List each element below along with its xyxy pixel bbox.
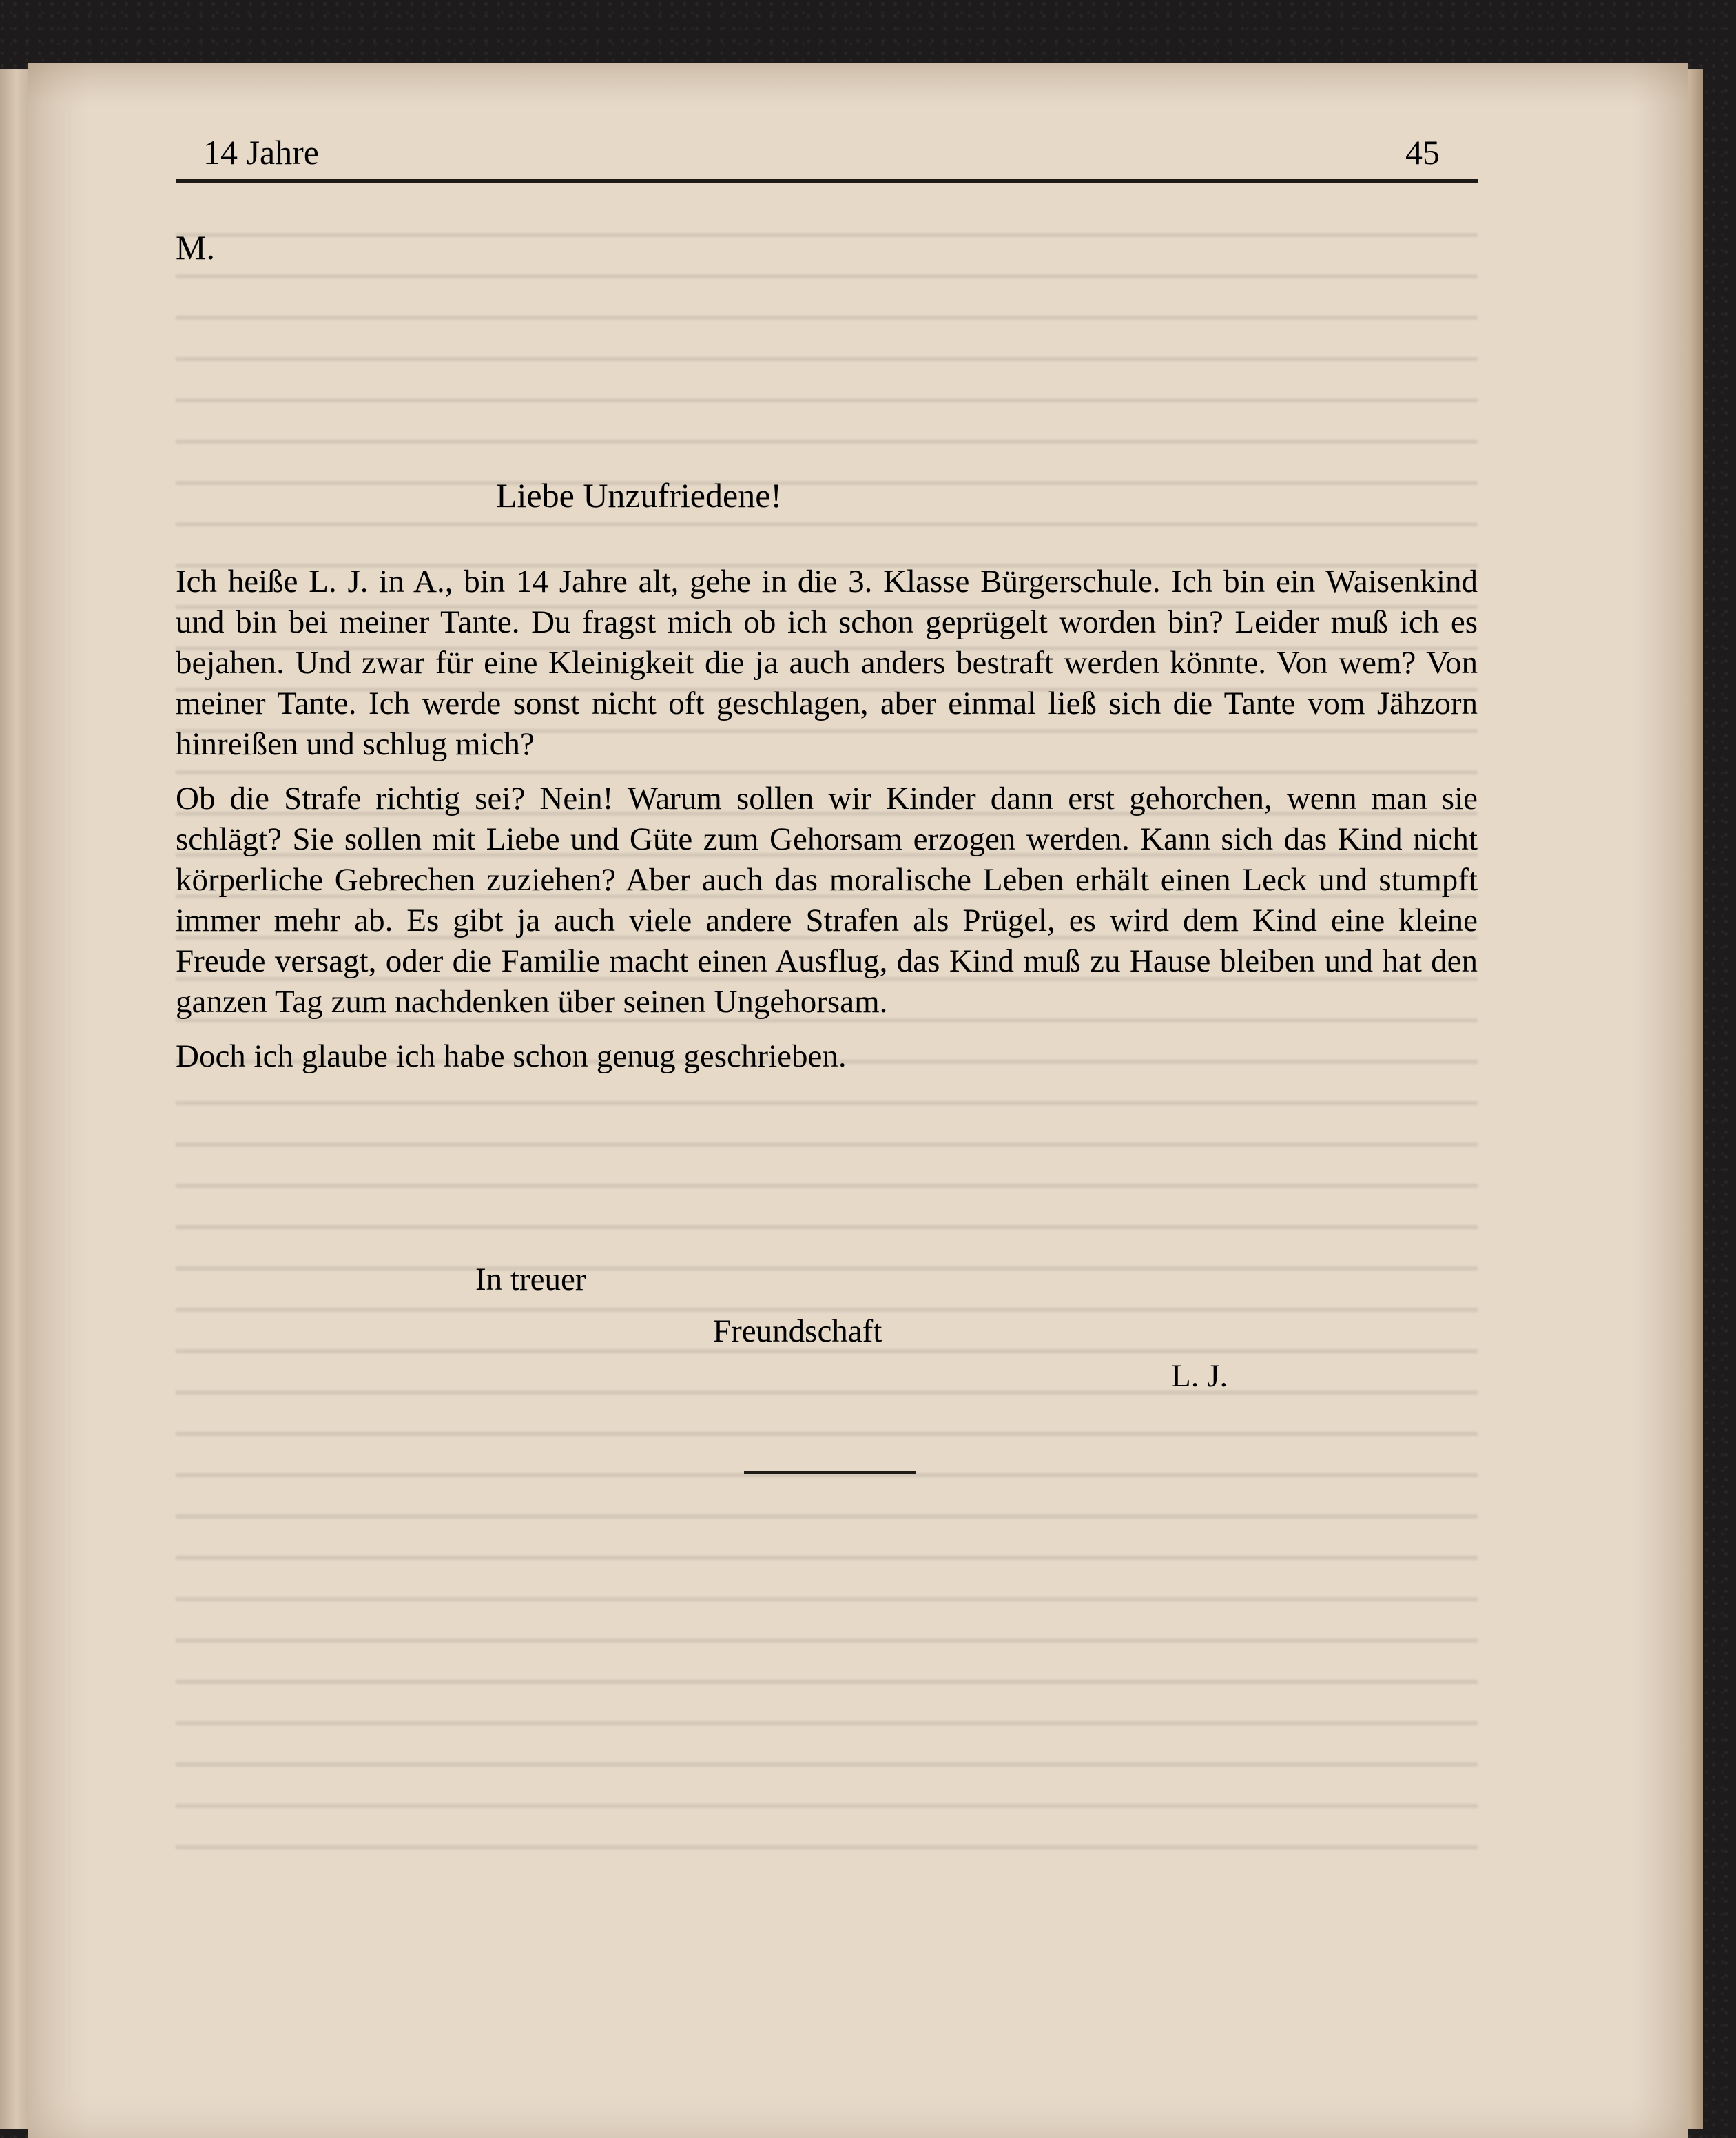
paragraph-1: Ich heiße L. J. in A., bin 14 Jahre alt, gehe in die 3. Klasse Bürgerschule. Ich bin ein Waisenkind und bin bei meiner Tante. Du fragst mich ob ich schon geprügelt worden bin? Leider muß ich es bejahen. Und zwar für eine Kleinigkeit die ja auch anders bestraft werden könnte. Von wem? Von meiner Tante. Ich werde sonst nicht oft geschlagen, aber einmal ließ sich die Tante vom Jähzorn hinreißen und schlug mich?	[176, 564, 1478, 762]
letter-salutation: Liebe Unzufriedene!	[496, 476, 783, 515]
page-number: 45	[1405, 133, 1440, 172]
closing-line-1: In treuer	[475, 1262, 586, 1297]
closing-line-2: Freundschaft	[713, 1313, 882, 1349]
end-rule	[744, 1471, 916, 1474]
book-page	[28, 63, 1688, 2138]
letter-signature: L. J.	[1171, 1358, 1228, 1394]
section-initial: M.	[176, 228, 215, 267]
page-stack-edge	[1688, 69, 1703, 2129]
letter-body	[176, 562, 1478, 1091]
running-header	[176, 124, 1478, 183]
paragraph-3: Doch ich glaube ich habe schon genug geschrieben.	[176, 1038, 847, 1074]
paragraph-2: Ob die Strafe richtig sei? Nein! Warum sollen wir Kinder dann erst gehorchen, wenn man sie schlägt? Sie sollen mit Liebe und Güte zum Gehorsam erzogen werden. Kann sich das Kind nicht körperliche Gebrechen zuziehen? Aber auch das moralische Leben erhält einen Leck und stumpft immer mehr ab. Es gibt ja auch viele andere Strafen als Prügel, es wird dem Kind eine kleine Freude versagt, oder die Familie macht einen Ausflug, das Kind muß zu Hause bleiben und hat den ganzen Tag zum nachdenken über seinen Ungehorsam.	[176, 781, 1478, 1020]
running-title: 14 Jahre	[203, 133, 319, 172]
facing-page-edge	[0, 69, 29, 2129]
